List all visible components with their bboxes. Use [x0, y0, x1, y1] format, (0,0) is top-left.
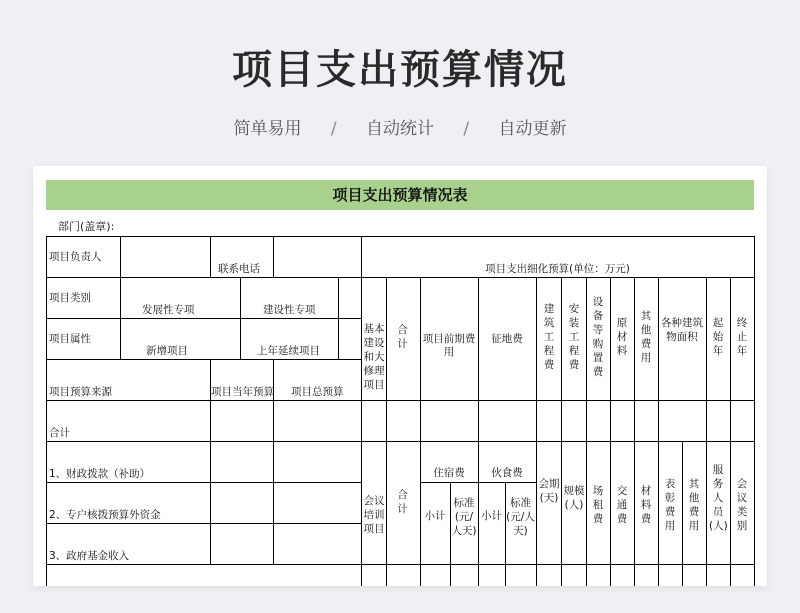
grid-line	[338, 277, 339, 359]
sec1-end: 终止年	[736, 317, 748, 357]
cell-manager: 项目负责人	[49, 251, 102, 263]
detail-header: 项目支出细化预算(单位：万元)	[485, 263, 630, 275]
grid-line	[658, 441, 659, 586]
sec2-standard-2: 标准(元/人天)	[506, 497, 535, 537]
grid-line	[634, 277, 635, 586]
cell-total-budget: 项目总预算	[291, 386, 344, 398]
sec1-land: 征地费	[491, 333, 523, 345]
grid-line	[682, 441, 683, 586]
page-title: 项目支出预算情况	[232, 47, 568, 93]
budget-grid	[46, 236, 766, 586]
sec1-early: 项目前期费用	[422, 333, 476, 358]
tagline-item-2: 自动统计	[366, 119, 434, 139]
sheet-title: 项目支出预算情况表	[46, 180, 754, 210]
grid-line	[273, 236, 274, 277]
sec2-standard-1: 标准(元/人天)	[451, 497, 477, 537]
cell-continued: 上年延续项目	[257, 345, 320, 357]
cell-attribute: 项目属性	[49, 333, 91, 345]
sec2-lodging: 住宿费	[433, 467, 465, 479]
sec1-equipment: 设备等购置费	[592, 296, 604, 378]
sec2-meeting: 会议培训项目	[363, 495, 385, 535]
grid-line	[658, 277, 659, 441]
grid-line	[610, 277, 611, 586]
grid-line	[46, 400, 754, 401]
sec1-basic: 基本建设和大修理项目	[363, 323, 385, 391]
grid-line	[386, 277, 387, 586]
tagline-separator-2: /	[463, 119, 470, 139]
sec2-meal: 伙食费	[491, 467, 523, 479]
grid-line	[46, 359, 361, 360]
grid-line	[46, 277, 361, 278]
cell-fund: 3、政府基金收入	[49, 550, 130, 562]
cell-development: 发展性专项	[142, 304, 195, 316]
grid-line	[46, 482, 361, 483]
sec2-type: 会议类别	[736, 478, 748, 532]
cell-current-year: 项目当年预算	[211, 386, 274, 398]
sec1-building: 建筑工程费	[543, 303, 555, 371]
grid-line	[46, 441, 754, 442]
tagline	[0, 114, 800, 139]
dept-label: 部门(盖章):	[58, 220, 115, 233]
tagline-item-3: 自动更新	[498, 119, 567, 139]
tagline-separator-1: /	[330, 119, 337, 139]
grid-line	[120, 277, 121, 359]
grid-line	[210, 236, 211, 277]
sec2-venue: 场租费	[592, 485, 604, 525]
sec1-area: 各种建筑物面积	[661, 317, 703, 343]
sec2-commend: 表彰费用	[664, 478, 676, 532]
grid-line	[46, 564, 754, 565]
sec2-total: 合计	[397, 489, 408, 515]
grid-line	[46, 523, 361, 524]
grid-line	[706, 277, 707, 586]
sec2-staff: 服务人员(人)	[709, 464, 728, 532]
tagline-item-1: 简单易用	[233, 119, 302, 139]
sec2-other: 其他费用	[688, 478, 700, 532]
grid-line	[420, 277, 421, 586]
cell-source: 项目预算来源	[49, 386, 112, 398]
sec1-other: 其他费用	[640, 310, 652, 364]
grid-line	[46, 236, 47, 586]
sec2-traffic: 交通费	[616, 485, 628, 525]
cell-sum: 合计	[49, 427, 70, 439]
cell-finance: 1、财政拨款（补助）	[49, 468, 151, 480]
grid-line	[240, 277, 241, 359]
sec2-scale: 规模(人)	[563, 485, 585, 511]
budget-sheet	[33, 166, 767, 586]
cell-contact: 联系电话	[218, 263, 260, 275]
cell-special: 2、专户核拨预算外资金	[49, 509, 161, 521]
sec1-total: 合计	[397, 324, 408, 350]
sec1-material: 原材料	[616, 317, 628, 357]
grid-line	[536, 277, 537, 586]
grid-line	[46, 318, 361, 319]
sec2-subtotal-1: 小计	[424, 510, 446, 522]
cell-new-project: 新增项目	[146, 345, 188, 357]
sec2-days: 会期(天)	[538, 478, 560, 504]
sec2-subtotal-2: 小计	[481, 510, 502, 522]
grid-line	[361, 236, 362, 586]
cell-category: 项目类别	[49, 292, 91, 304]
sec1-install: 安装工程费	[568, 303, 580, 371]
grid-line	[478, 277, 479, 441]
sec2-material: 材料费	[640, 485, 652, 525]
grid-line	[754, 236, 755, 586]
grid-line	[120, 236, 121, 277]
grid-line	[46, 236, 754, 237]
sec1-start: 起始年	[712, 317, 724, 357]
grid-line	[561, 277, 562, 586]
grid-line	[586, 277, 587, 586]
grid-line	[730, 277, 731, 586]
cell-construction: 建设性专项	[263, 304, 316, 316]
